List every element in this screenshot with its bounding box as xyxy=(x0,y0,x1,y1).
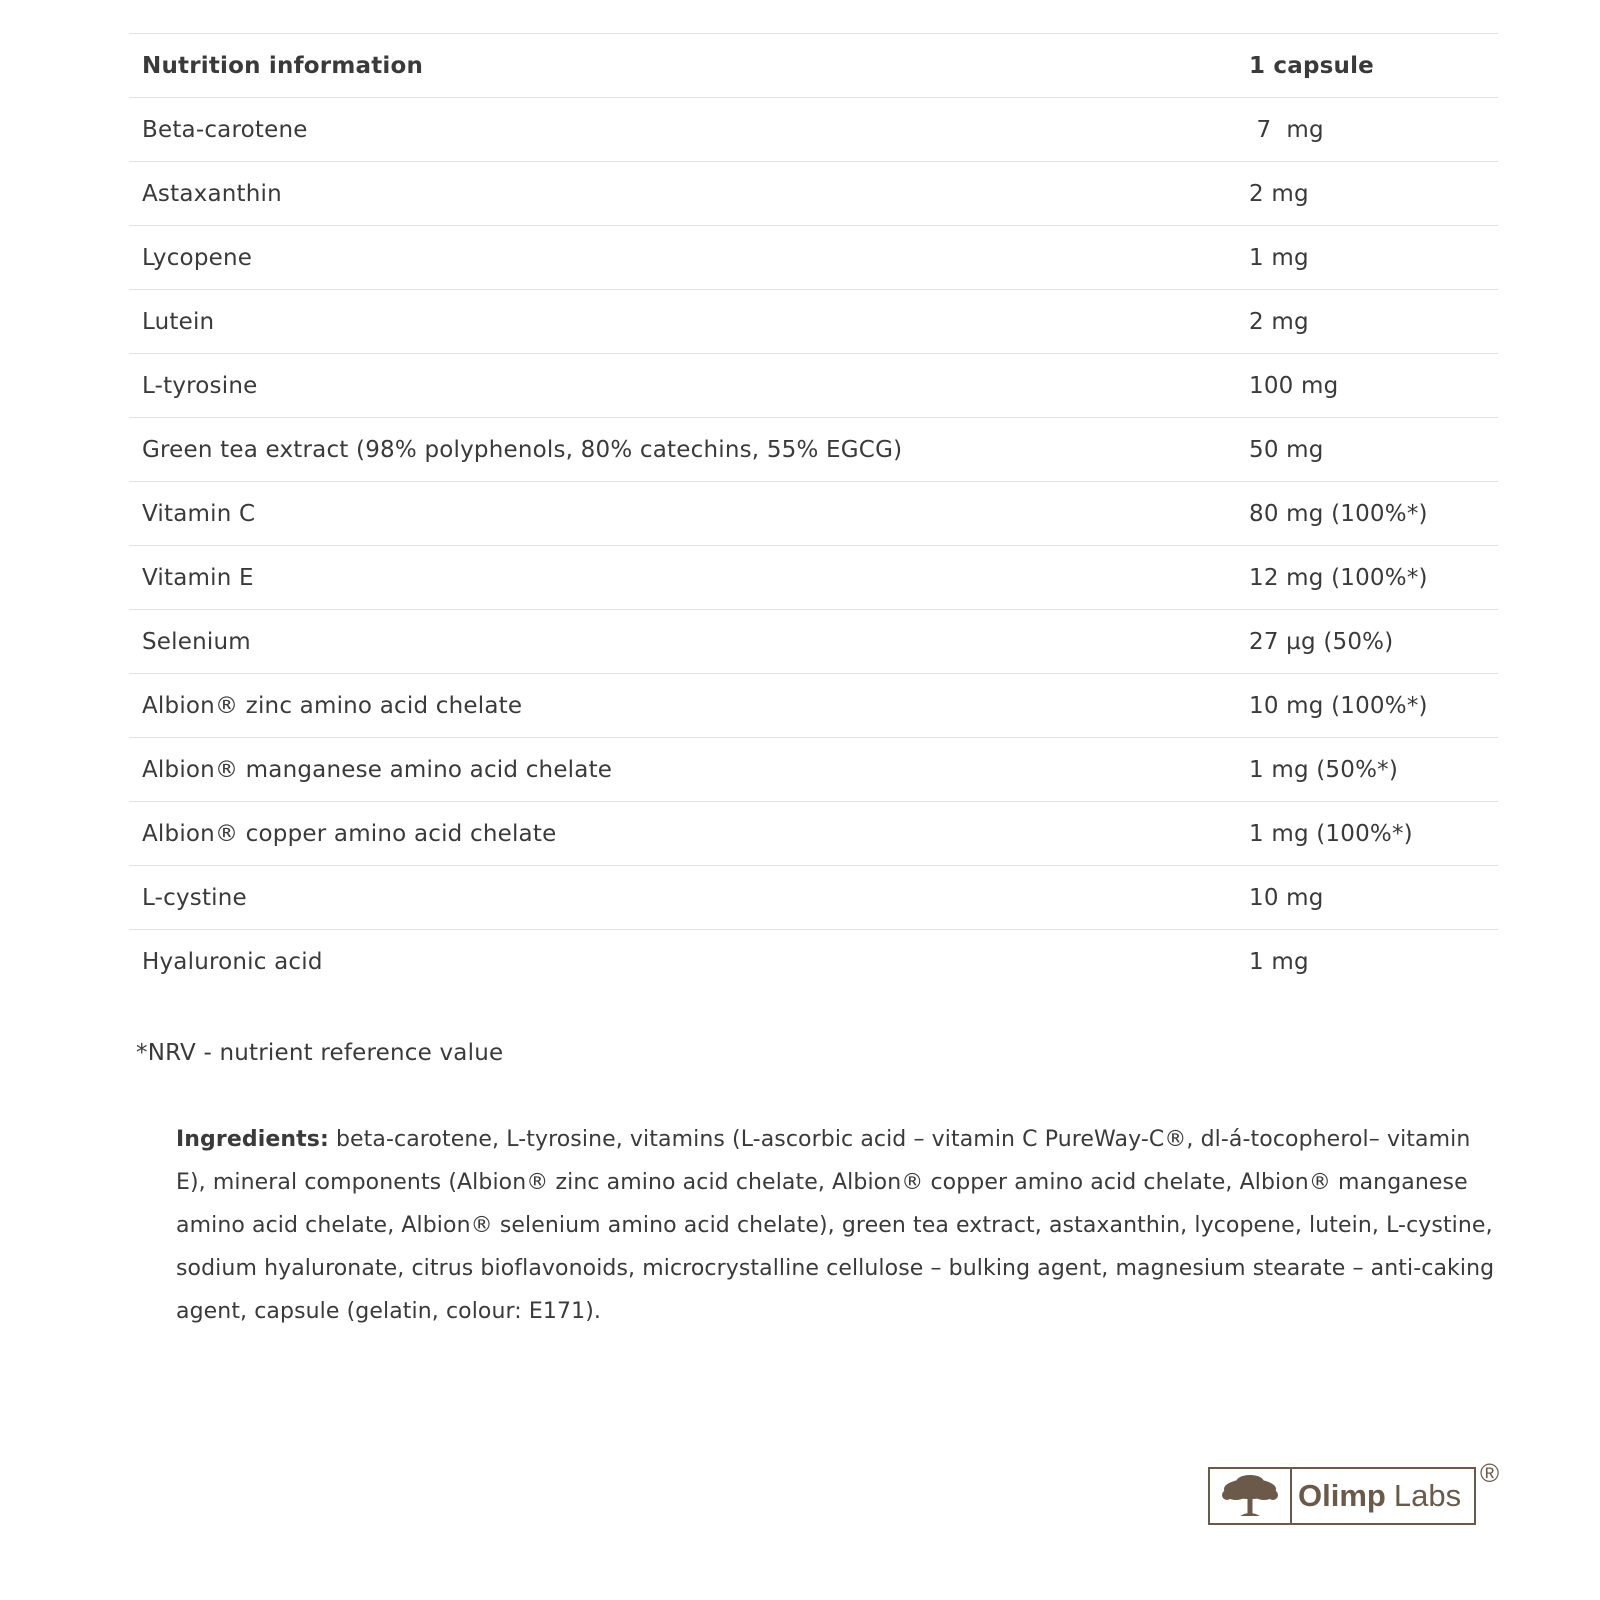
logo-sub: Labs xyxy=(1393,1478,1462,1513)
nutrient-amount: 2 mg xyxy=(1249,309,1309,335)
table-row xyxy=(129,98,1498,162)
table-row xyxy=(129,610,1498,674)
table-body xyxy=(129,98,1498,994)
table-row xyxy=(129,226,1498,290)
nutrient-amount: 1 mg xyxy=(1249,245,1309,271)
nutrient-amount: 80 mg (100%*) xyxy=(1249,501,1428,527)
table-header-row xyxy=(129,34,1498,98)
ingredients-text: beta-carotene, L-tyrosine, vitamins (L-ascorbic acid – vitamin C PureWay-C®, dl-á-tocopherol– vitamin E), mineral components (Albion® zinc amino acid chelate, Albion® copper amino acid chelate, Albion® manganese amino acid chelate, Albion® selenium amino acid chelate), green tea extract, astaxanthin, lycopene, lutein, L-cystine, sodium hyaluronate, citrus bioflavonoids, microcrystalline cellulose – bulking agent, magnesium stearate – anti-caking agent, capsule (gelatin, colour: E171). xyxy=(176,1127,1495,1324)
registered-mark: ® xyxy=(1480,1458,1500,1488)
ingredients-label: Ingredients: xyxy=(176,1127,329,1152)
nutrient-name: Green tea extract (98% polyphenols, 80% catechins, 55% EGCG) xyxy=(142,437,903,463)
table-row xyxy=(129,418,1498,482)
table-row xyxy=(129,482,1498,546)
nutrient-amount: 1 mg (100%*) xyxy=(1249,821,1413,847)
nutrient-name: Selenium xyxy=(142,629,251,655)
nutrient-name: Albion® copper amino acid chelate xyxy=(142,821,557,847)
table-row xyxy=(129,738,1498,802)
table-row xyxy=(129,290,1498,354)
nrv-footnote: *NRV - nutrient reference value xyxy=(136,1040,504,1066)
table-row xyxy=(129,546,1498,610)
table-row xyxy=(129,162,1498,226)
nutrient-amount: 12 mg (100%*) xyxy=(1249,565,1428,591)
table-row xyxy=(129,674,1498,738)
nutrient-amount: 1 mg (50%*) xyxy=(1249,757,1399,783)
nutrient-name: Lycopene xyxy=(142,245,253,271)
nutrient-amount: 27 µg (50%) xyxy=(1249,629,1394,655)
logo-wordmark xyxy=(1292,1469,1474,1523)
nutrient-amount: 100 mg xyxy=(1249,373,1339,399)
nutrient-amount: 1 mg xyxy=(1249,949,1309,975)
nutrition-table xyxy=(129,33,1498,994)
nutrient-name: Beta-carotene xyxy=(142,117,308,143)
header-serving-label: 1 capsule xyxy=(1249,53,1374,79)
table-row xyxy=(129,866,1498,930)
nutrient-amount: 10 mg xyxy=(1249,885,1324,911)
olimp-labs-logo xyxy=(1208,1467,1476,1525)
nutrient-name: Vitamin E xyxy=(142,565,254,591)
nutrient-amount: 50 mg xyxy=(1249,437,1324,463)
tree-icon xyxy=(1210,1469,1292,1523)
header-nutrition-label: Nutrition information xyxy=(142,53,424,79)
nutrient-amount: 10 mg (100%*) xyxy=(1249,693,1428,719)
table-row xyxy=(129,930,1498,994)
nutrient-name: Astaxanthin xyxy=(142,181,282,207)
table-row xyxy=(129,802,1498,866)
logo-brand: Olimp xyxy=(1298,1478,1386,1513)
table-row xyxy=(129,354,1498,418)
nutrient-name: Hyaluronic acid xyxy=(142,949,323,975)
nutrient-name: Albion® manganese amino acid chelate xyxy=(142,757,613,783)
nutrient-amount: 7 mg xyxy=(1249,117,1324,143)
nutrient-name: L-tyrosine xyxy=(142,373,258,399)
nutrient-amount: 2 mg xyxy=(1249,181,1309,207)
ingredients-paragraph xyxy=(176,1118,1496,1333)
nutrient-name: Vitamin C xyxy=(142,501,256,527)
nutrient-name: Lutein xyxy=(142,309,215,335)
nutrient-name: Albion® zinc amino acid chelate xyxy=(142,693,523,719)
nutrient-name: L-cystine xyxy=(142,885,247,911)
